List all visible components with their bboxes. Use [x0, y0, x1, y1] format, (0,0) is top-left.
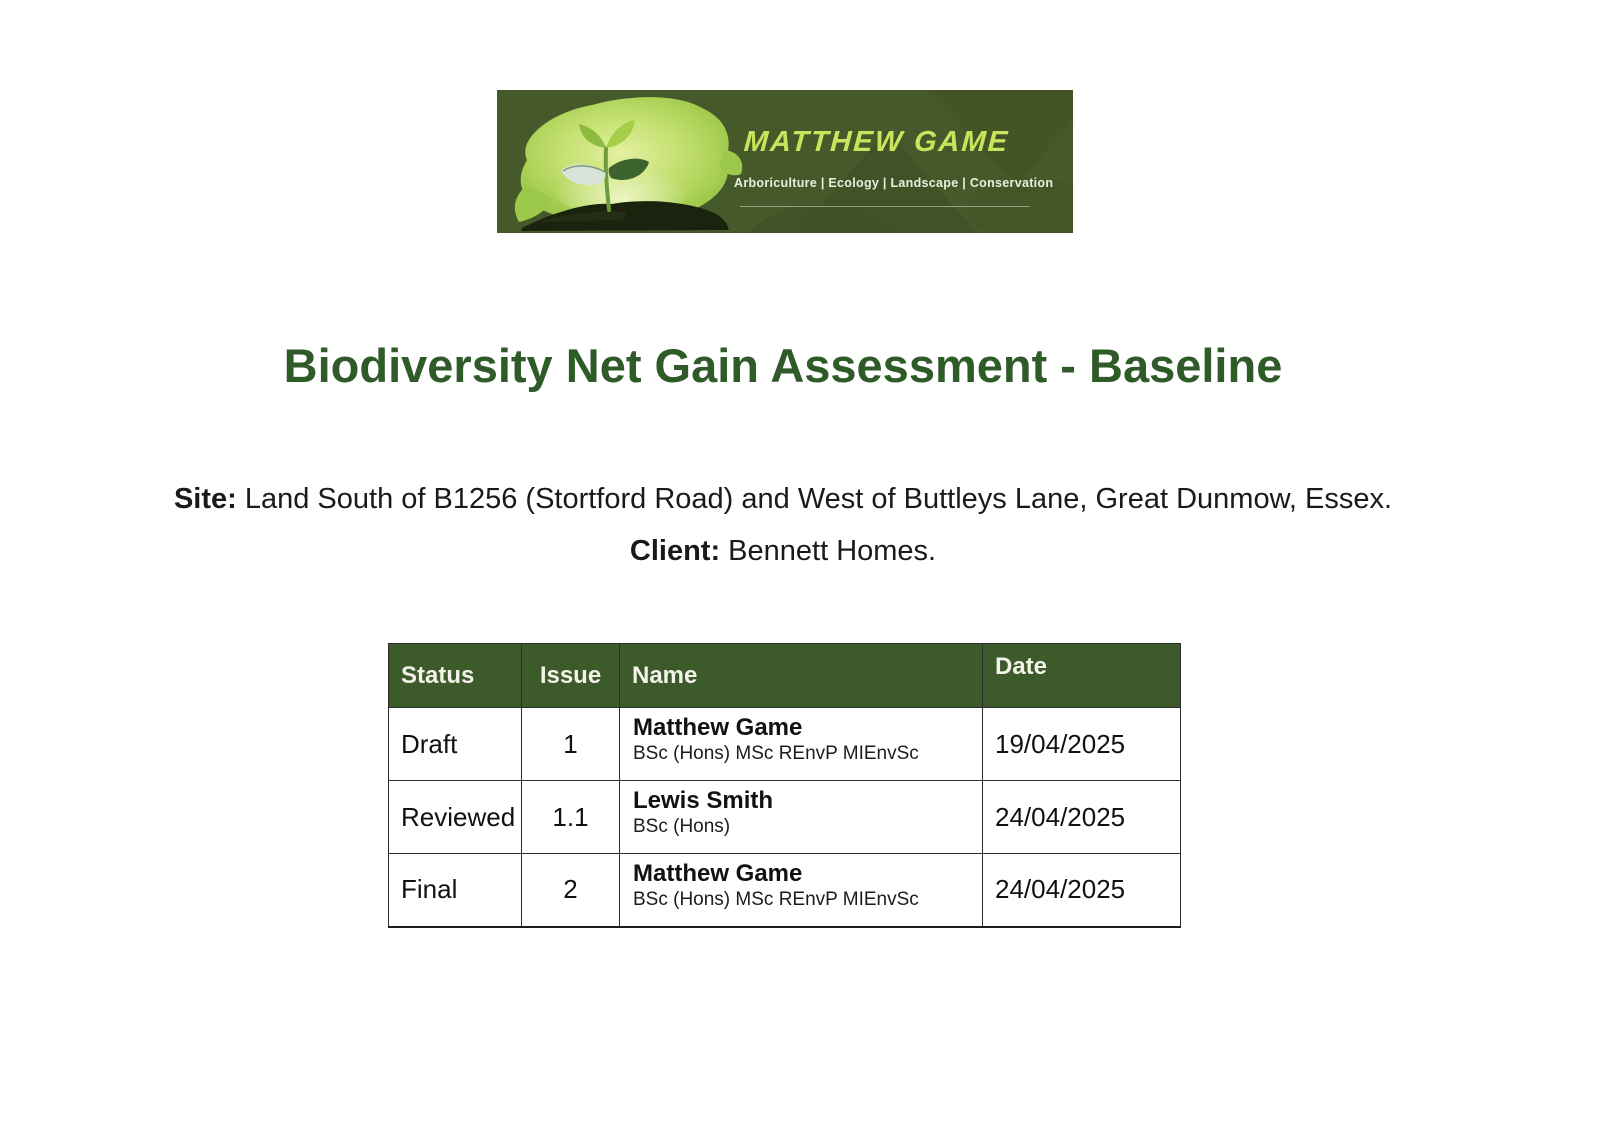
date-cell: 24/04/2025 — [983, 854, 1181, 927]
column-header-name: Name — [620, 644, 983, 708]
person-credentials: BSc (Hons) MSc REnvP MIEnvSc — [633, 889, 919, 910]
client-value: Bennett Homes. — [720, 535, 937, 567]
status-cell: Final — [389, 854, 522, 927]
revision-table — [388, 643, 1181, 928]
table-header-row — [389, 644, 1181, 708]
issue-cell: 1 — [522, 708, 620, 781]
table-row — [389, 781, 1181, 854]
table-row — [389, 708, 1181, 781]
client-label: Client: — [629, 535, 721, 567]
column-header-date: Date — [983, 644, 1181, 708]
name-cell — [620, 781, 983, 854]
person-name: Lewis Smith — [633, 787, 774, 814]
date-cell: 19/04/2025 — [983, 708, 1181, 781]
column-header-status: Status — [389, 644, 522, 708]
issue-cell: 1.1 — [522, 781, 620, 854]
name-cell — [620, 854, 983, 927]
issue-cell: 2 — [522, 854, 620, 927]
status-cell: Draft — [389, 708, 522, 781]
person-credentials: BSc (Hons) MSc REnvP MIEnvSc — [633, 743, 919, 764]
site-value: Land South of B1256 (Stortford Road) and West of Buttleys Lane, Great Dunmow, Essex. — [236, 483, 1393, 515]
name-cell — [620, 708, 983, 781]
person-credentials: BSc (Hons) — [633, 816, 731, 837]
site-label: Site: — [173, 483, 237, 515]
column-header-issue: Issue — [522, 644, 620, 708]
page-title: Biodiversity Net Gain Assessment - Baseline — [283, 339, 1283, 392]
company-logo-banner — [497, 90, 1073, 233]
person-name: Matthew Game — [633, 860, 803, 887]
banner-divider — [740, 206, 1030, 207]
site-line — [0, 481, 1583, 518]
brand-name: MATTHEW GAME — [742, 126, 1011, 158]
brand-tagline: Arboriculture | Ecology | Landscape | Conservation — [734, 176, 1054, 190]
person-name: Matthew Game — [633, 714, 803, 741]
status-cell: Reviewed — [389, 781, 522, 854]
table-row — [389, 854, 1181, 927]
client-line — [0, 533, 1583, 570]
seedling-icon — [497, 90, 1073, 233]
date-cell: 24/04/2025 — [983, 781, 1181, 854]
